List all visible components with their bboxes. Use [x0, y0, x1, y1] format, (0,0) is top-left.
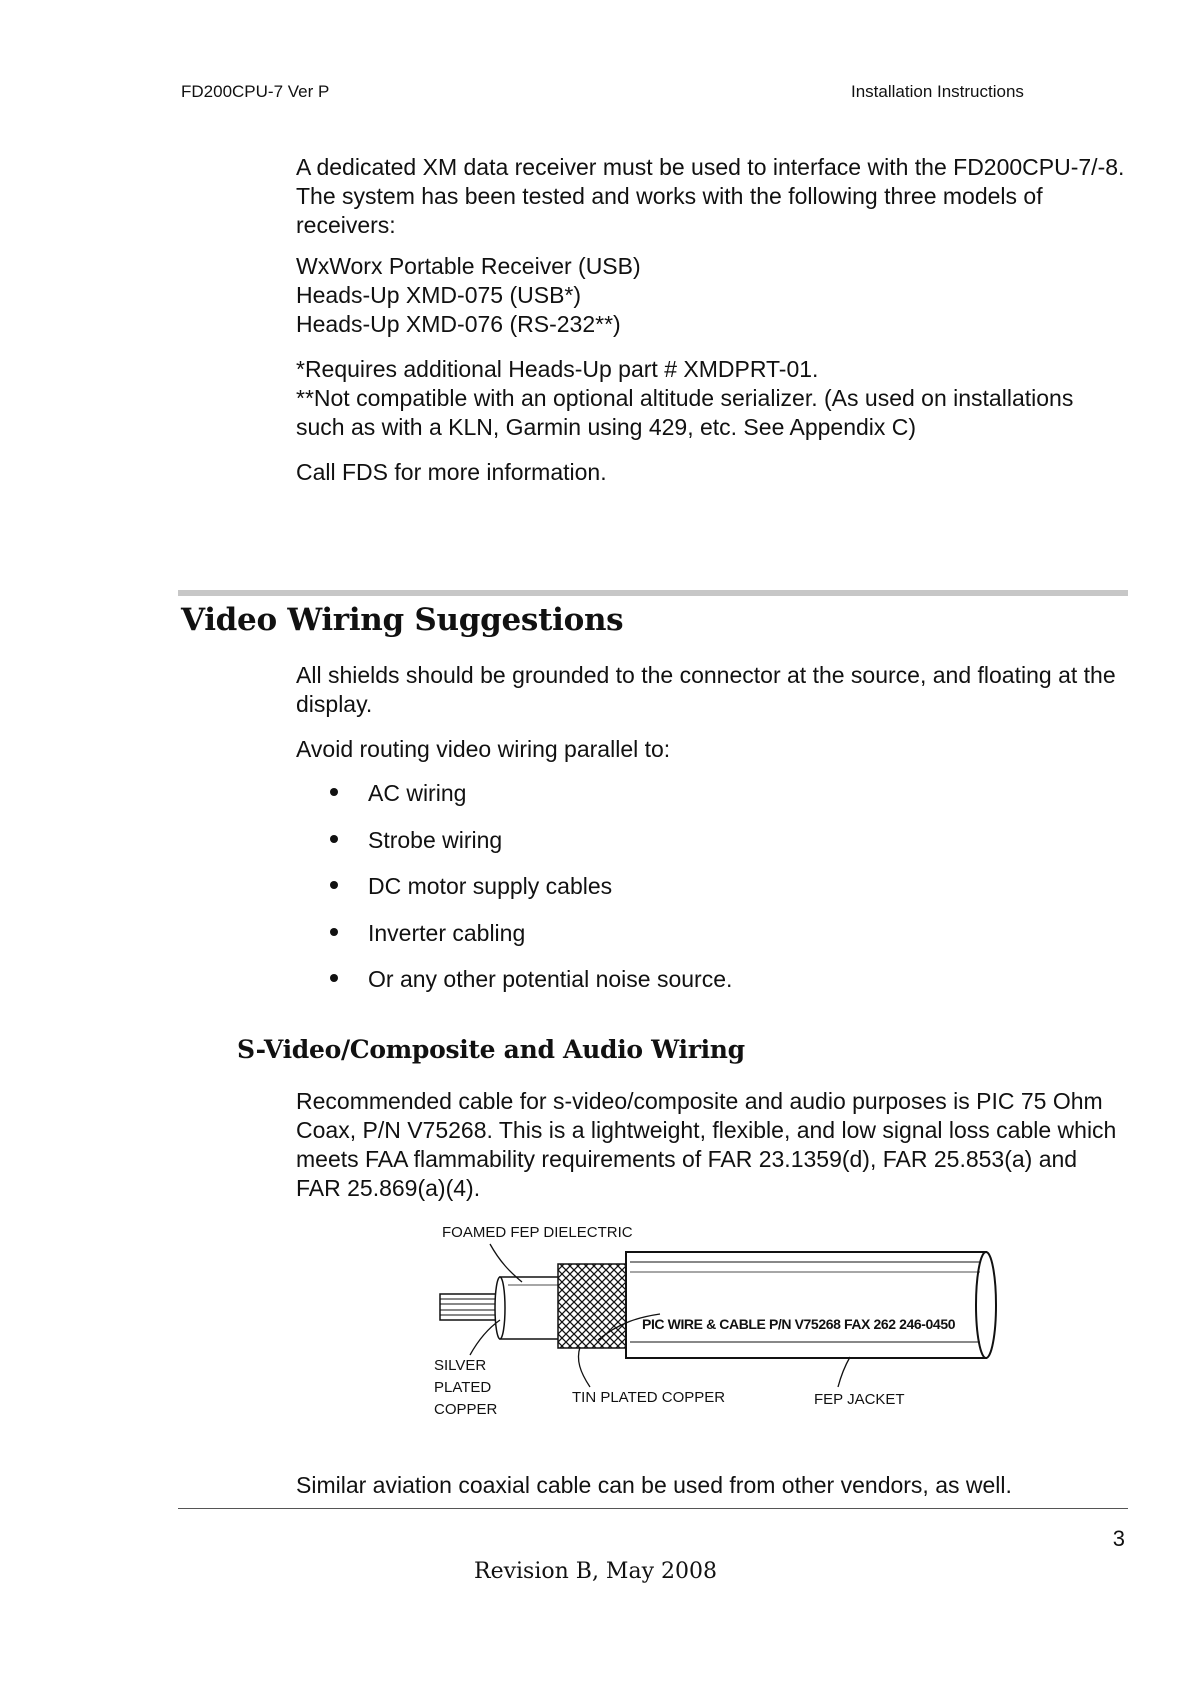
coax-cable-diagram	[430, 1222, 1010, 1422]
list-item: DC motor supply cables	[330, 873, 732, 920]
label-tin: TIN PLATED COPPER	[572, 1389, 726, 1406]
bullet-icon	[330, 835, 338, 843]
section-title-video-wiring: Video Wiring Suggestions	[181, 602, 624, 638]
cable-print-text: PIC WIRE & CABLE P/N V75268 FAX 262 246-0450	[642, 1316, 956, 1332]
revision-footer: Revision B, May 2008	[474, 1559, 717, 1584]
leader-tin	[578, 1347, 590, 1387]
list-item: AC wiring	[330, 780, 732, 827]
list-item: Strobe wiring	[330, 827, 732, 874]
intro-paragraph: A dedicated XM data receiver must be used to interface with the FD200CPU-7/-8. The system has been tested and works with the following three models of receivers:	[296, 154, 1125, 238]
recommended-cable-paragraph: Recommended cable for s-video/composite and audio purposes is PIC 75 Ohm Coax, P/N V75268. This is a lightweight, flexible, and low signal loss cable which meets FAA flammability requirements of FAR 23.1359(d), FAR 25.853(a) and FAR 25.869(a)(4).	[296, 1088, 1117, 1201]
note-altitude-serializer: **Not compatible with an optional altitude serializer. (As used on installations such as with a KLN, Garmin using 429, etc. See Appendix C)	[296, 385, 1074, 440]
similar-cable-paragraph: Similar aviation coaxial cable can be used from other vendors, as well.	[296, 1472, 1012, 1498]
receiver-model: WxWorx Portable Receiver (USB)	[296, 253, 641, 279]
bullet-icon	[330, 974, 338, 982]
dielectric-layer	[495, 1277, 562, 1339]
header-doc-type: Installation Instructions	[851, 82, 1024, 101]
header-doc-id: FD200CPU-7 Ver P	[181, 82, 330, 101]
braid-shield	[558, 1264, 628, 1348]
label-silver-3: COPPER	[434, 1401, 498, 1418]
list-item: Inverter cabling	[330, 920, 732, 967]
bullet-icon	[330, 788, 338, 796]
avoid-routing-paragraph: Avoid routing video wiring parallel to:	[296, 736, 671, 762]
footer-divider	[178, 1508, 1128, 1509]
receiver-model: Heads-Up XMD-075 (USB*)	[296, 282, 582, 308]
section-divider	[178, 590, 1128, 596]
subsection-title-svideo: S-Video/Composite and Audio Wiring	[237, 1035, 745, 1064]
call-fds-note: Call FDS for more information.	[296, 459, 607, 485]
label-dielectric: FOAMED FEP DIELECTRIC	[442, 1224, 633, 1241]
shield-grounding-paragraph: All shields should be grounded to the connector at the source, and floating at the display.	[296, 662, 1116, 717]
noise-source-list	[330, 780, 732, 1013]
list-item: Or any other potential noise source.	[330, 966, 732, 1013]
receiver-model-list	[296, 252, 1126, 339]
receiver-model: Heads-Up XMD-076 (RS-232**)	[296, 311, 621, 337]
bullet-icon	[330, 928, 338, 936]
note-heads-up-part: *Requires additional Heads-Up part # XMDPRT-01.	[296, 356, 819, 382]
page-number: 3	[1112, 1526, 1125, 1551]
bullet-icon	[330, 881, 338, 889]
outer-jacket	[598, 1252, 996, 1358]
center-conductor	[440, 1294, 502, 1320]
label-jacket: FEP JACKET	[814, 1391, 905, 1408]
label-silver-1: SILVER	[434, 1357, 487, 1374]
leader-jacket	[838, 1357, 850, 1387]
receiver-notes	[296, 355, 1126, 442]
label-silver-2: PLATED	[434, 1379, 492, 1396]
